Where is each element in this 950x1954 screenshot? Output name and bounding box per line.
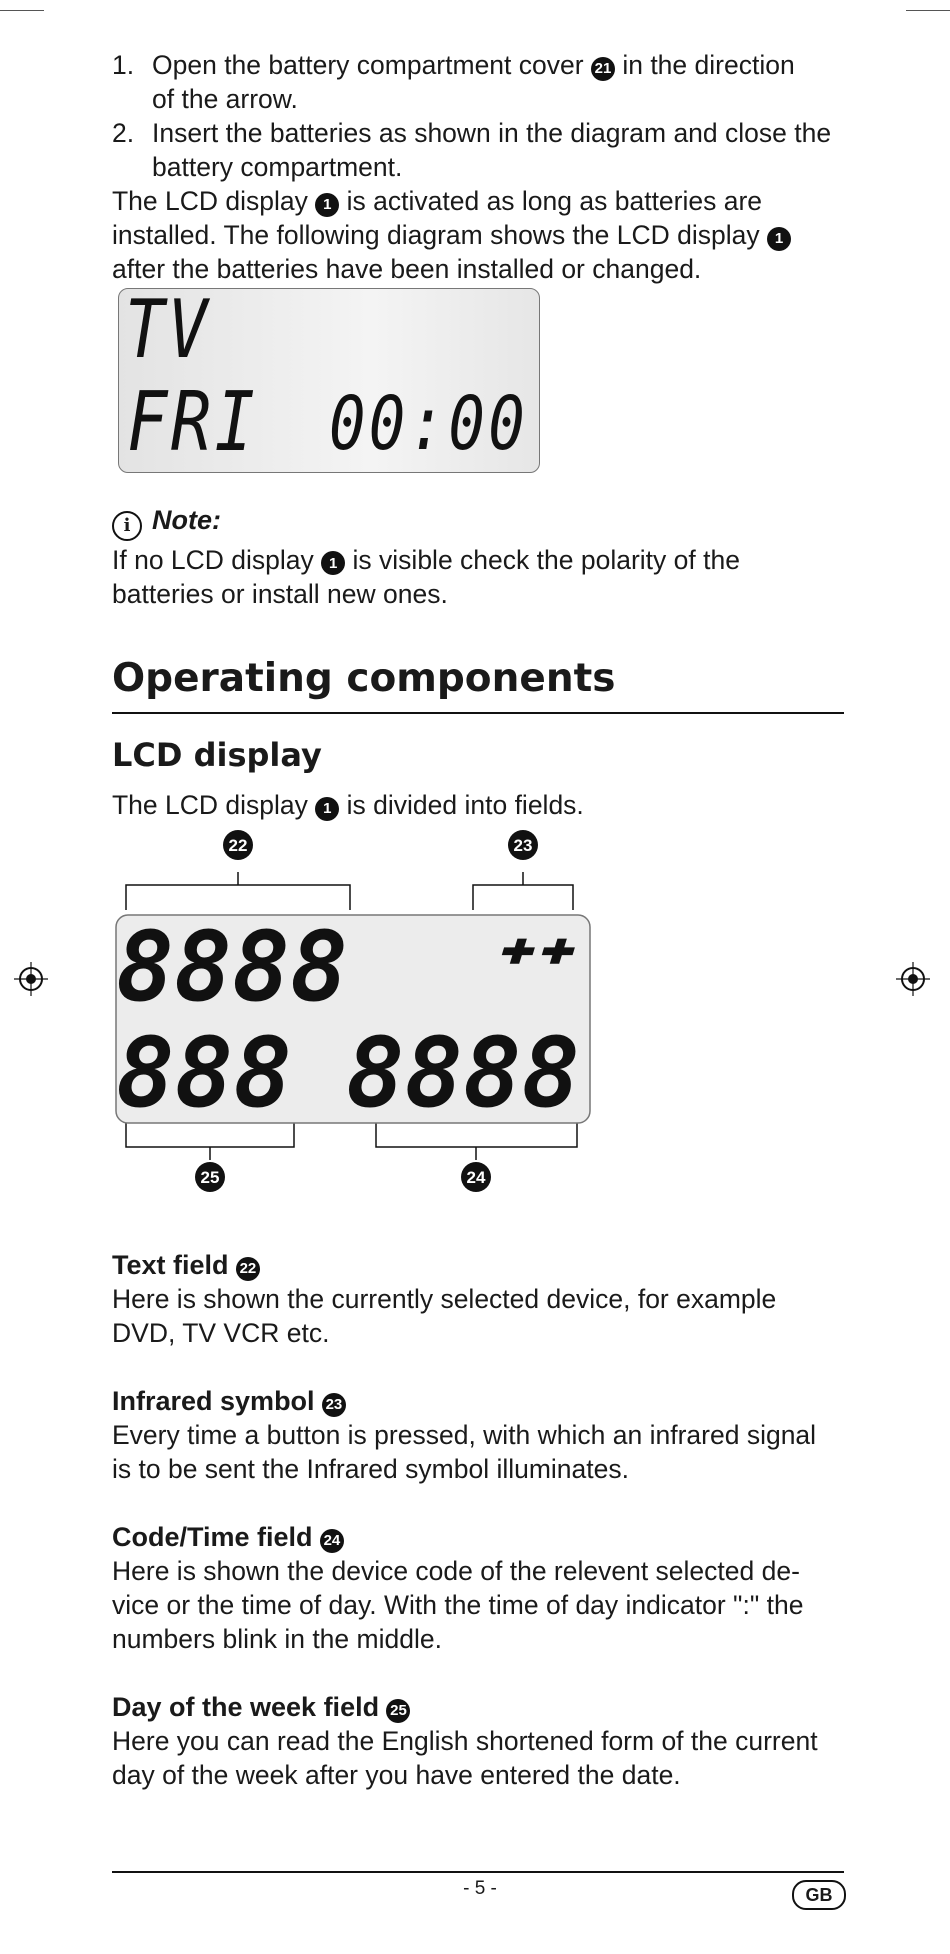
field-day-of-week: Day of the week field 25 Here you can read the English shortened form of the current day of the week after you have entered the date. bbox=[112, 1692, 818, 1790]
lcd-display-diagram bbox=[118, 283, 540, 473]
lcd-text-field-segments: 8888 bbox=[116, 911, 348, 1023]
callout-22: 22 bbox=[223, 830, 253, 860]
footer-rule bbox=[112, 1871, 844, 1873]
battery-steps bbox=[112, 48, 842, 286]
lcd-fields-diagram bbox=[0, 820, 950, 1220]
step-number: 2. bbox=[112, 118, 135, 148]
reference-marker: 21 bbox=[591, 57, 615, 81]
step-2-continuation: battery compartment. bbox=[152, 152, 403, 182]
reference-marker: 24 bbox=[320, 1529, 344, 1553]
lcd-section-title: LCD display bbox=[112, 736, 322, 774]
step-2: 2. Insert the batteries as shown in the diagram and close the bbox=[112, 118, 832, 148]
reference-marker: 1 bbox=[315, 797, 339, 821]
reference-marker: 23 bbox=[322, 1393, 346, 1417]
reference-marker: 1 bbox=[321, 551, 345, 575]
intro-paragraph: The LCD display 1 is activated as long as batteries are installed. The following diagram shows the LCD display 1 after the batteries have been installed or changed. bbox=[112, 184, 842, 286]
lcd-time-text: 00:00 bbox=[329, 381, 529, 467]
callout-24: 24 bbox=[461, 1162, 491, 1192]
step-1: 1. Open the battery compartment cover 21 in the direction bbox=[112, 50, 795, 80]
crop-mark-left bbox=[0, 10, 44, 11]
registration-mark-left bbox=[14, 962, 48, 996]
field-infrared: Infrared symbol 23 Every time a button is pressed, with which an infrared signal is to be sent the Infrared symbol illuminates. bbox=[112, 1386, 817, 1484]
field-code-time: Code/Time field 24 Here is shown the device code of the relevent selected de- vice or the time of day. With the time of day indicator ":" the numbers blink in the middle. bbox=[112, 1522, 804, 1654]
callout-23: 23 bbox=[508, 830, 538, 860]
language-badge: GB bbox=[792, 1880, 846, 1910]
registration-mark-right bbox=[896, 962, 930, 996]
crop-mark-right bbox=[906, 10, 950, 11]
note-block: i Note: If no LCD display 1 is visible check the polarity of the batteries or install new ones. bbox=[112, 505, 740, 609]
lcd-day-text: FRI bbox=[127, 375, 259, 470]
lcd-day-field-segments: 888 bbox=[116, 1017, 292, 1129]
step-1-continuation: of the arrow. bbox=[152, 84, 298, 114]
lcd-section-desc: The LCD display 1 is divided into fields. bbox=[112, 790, 584, 820]
reference-marker: 22 bbox=[236, 1257, 260, 1281]
reference-marker: 1 bbox=[315, 193, 339, 217]
infrared-symbol: ᐩᐩ bbox=[484, 918, 576, 1016]
lcd-code-time-segments: 8888 bbox=[346, 1017, 580, 1129]
reference-marker: 25 bbox=[386, 1699, 410, 1723]
field-text: Text field 22 Here is shown the currently selected device, for example DVD, TV VCR etc. bbox=[112, 1250, 777, 1348]
field-descriptions bbox=[112, 1248, 842, 1792]
step-number: 1. bbox=[112, 50, 135, 80]
info-icon: i bbox=[112, 511, 142, 541]
page-number: - 5 - bbox=[463, 1878, 497, 1899]
section-title: Operating components bbox=[112, 656, 616, 701]
callout-25: 25 bbox=[195, 1162, 225, 1192]
section-rule bbox=[112, 712, 844, 714]
reference-marker: 1 bbox=[767, 227, 791, 251]
lcd-device-text: TV bbox=[125, 283, 211, 376]
note-title: Note: bbox=[152, 505, 221, 535]
